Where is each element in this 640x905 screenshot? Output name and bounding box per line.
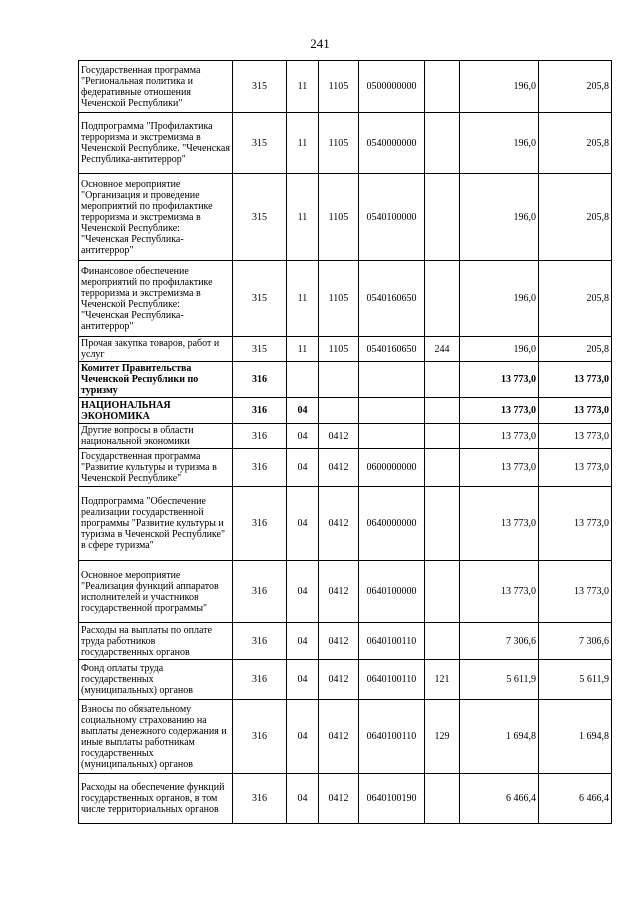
row-sum-1: 196,0 [460, 337, 539, 362]
row-target-article [359, 424, 425, 449]
row-sum-1: 13 773,0 [460, 362, 539, 398]
row-ministry-code: 316 [233, 449, 287, 487]
row-target-article: 0540160650 [359, 337, 425, 362]
row-expense-type: 121 [425, 660, 460, 700]
row-sum-1: 13 773,0 [460, 487, 539, 561]
row-subsection-code: 1105 [319, 337, 359, 362]
row-expense-type [425, 424, 460, 449]
row-subsection-code: 0412 [319, 487, 359, 561]
row-section-code: 11 [287, 174, 319, 261]
row-name: Основное мероприятие "Организация и проведение мероприятий по профилактике терроризма и экстремизма в Чеченской Республике: "Чеченская Республика-антитеррор" [79, 174, 233, 261]
row-name: Взносы по обязательному социальному страхованию на выплаты денежного содержания и иные выплаты работникам государственных (муниципальных) органов [79, 700, 233, 774]
row-expense-type [425, 398, 460, 424]
row-target-article: 0540100000 [359, 174, 425, 261]
row-name: Расходы на обеспечение функций государственных органов, в том числе территориальных органов [79, 774, 233, 824]
row-section-code: 04 [287, 660, 319, 700]
row-sum-2: 13 773,0 [539, 398, 612, 424]
row-ministry-code: 316 [233, 362, 287, 398]
table-row [79, 61, 612, 113]
row-ministry-code: 316 [233, 774, 287, 824]
row-section-code: 04 [287, 487, 319, 561]
row-sum-2: 205,8 [539, 337, 612, 362]
row-ministry-code: 316 [233, 398, 287, 424]
row-section-code: 11 [287, 261, 319, 337]
row-ministry-code: 315 [233, 61, 287, 113]
row-target-article [359, 362, 425, 398]
row-subsection-code: 0412 [319, 561, 359, 623]
row-sum-2: 205,8 [539, 174, 612, 261]
row-subsection-code: 0412 [319, 424, 359, 449]
row-expense-type [425, 449, 460, 487]
row-section-code: 04 [287, 449, 319, 487]
row-ministry-code: 315 [233, 174, 287, 261]
row-section-code: 04 [287, 623, 319, 660]
row-subsection-code: 0412 [319, 700, 359, 774]
table-row [79, 449, 612, 487]
row-section-code: 04 [287, 424, 319, 449]
row-ministry-code: 315 [233, 113, 287, 174]
row-subsection-code: 1105 [319, 261, 359, 337]
row-section-code: 11 [287, 113, 319, 174]
row-ministry-code: 315 [233, 337, 287, 362]
row-name: Финансовое обеспечение мероприятий по профилактике терроризма и экстремизма в Чеченской Республике: "Чеченская Республика-антитеррор" [79, 261, 233, 337]
row-section-code: 04 [287, 561, 319, 623]
row-section-code [287, 362, 319, 398]
row-expense-type: 129 [425, 700, 460, 774]
row-name: Расходы на выплаты по оплате труда работников государственных органов [79, 623, 233, 660]
row-ministry-code: 316 [233, 561, 287, 623]
row-target-article: 0640100190 [359, 774, 425, 824]
table-row [79, 700, 612, 774]
table-row [79, 561, 612, 623]
row-section-code: 04 [287, 398, 319, 424]
budget-table [78, 60, 612, 824]
row-ministry-code: 315 [233, 261, 287, 337]
row-expense-type [425, 113, 460, 174]
row-sum-2: 205,8 [539, 61, 612, 113]
table-row [79, 398, 612, 424]
row-sum-2: 5 611,9 [539, 660, 612, 700]
row-target-article: 0640100110 [359, 660, 425, 700]
row-expense-type [425, 61, 460, 113]
row-sum-2: 1 694,8 [539, 700, 612, 774]
row-subsection-code: 0412 [319, 660, 359, 700]
row-name: Подпрограмма "Обеспечение реализации государственной программы "Развитие культуры и туризма в Чеченской Республике" в сфере туризма" [79, 487, 233, 561]
row-sum-1: 13 773,0 [460, 449, 539, 487]
table-row [79, 487, 612, 561]
table-row [79, 660, 612, 700]
row-sum-1: 7 306,6 [460, 623, 539, 660]
table-row [79, 424, 612, 449]
row-sum-1: 6 466,4 [460, 774, 539, 824]
table-row [79, 113, 612, 174]
row-target-article: 0640100110 [359, 700, 425, 774]
row-subsection-code: 1105 [319, 61, 359, 113]
row-sum-2: 205,8 [539, 261, 612, 337]
row-target-article: 0600000000 [359, 449, 425, 487]
row-target-article: 0640100000 [359, 561, 425, 623]
row-sum-1: 196,0 [460, 174, 539, 261]
row-sum-1: 196,0 [460, 113, 539, 174]
row-sum-2: 13 773,0 [539, 424, 612, 449]
row-subsection-code: 0412 [319, 449, 359, 487]
row-subsection-code: 1105 [319, 174, 359, 261]
row-expense-type [425, 561, 460, 623]
row-sum-1: 5 611,9 [460, 660, 539, 700]
row-ministry-code: 316 [233, 660, 287, 700]
row-sum-1: 13 773,0 [460, 561, 539, 623]
row-name: Подпрограмма "Профилактика терроризма и экстремизма в Чеченской Республике. "Чеченская Республика-антитеррор" [79, 113, 233, 174]
row-sum-1: 13 773,0 [460, 424, 539, 449]
row-subsection-code: 0412 [319, 774, 359, 824]
row-expense-type [425, 623, 460, 660]
row-sum-1: 196,0 [460, 61, 539, 113]
row-name: Основное мероприятие "Реализация функций аппаратов исполнителей и участников государственной программы" [79, 561, 233, 623]
row-target-article: 0540000000 [359, 113, 425, 174]
row-subsection-code: 1105 [319, 113, 359, 174]
row-name: Государственная программа "Развитие культуры и туризма в Чеченской Республике" [79, 449, 233, 487]
row-expense-type: 244 [425, 337, 460, 362]
page-number: 241 [310, 36, 330, 51]
row-name: Фонд оплаты труда государственных (муниципальных) органов [79, 660, 233, 700]
row-section-code: 04 [287, 700, 319, 774]
row-ministry-code: 316 [233, 424, 287, 449]
row-target-article: 0640000000 [359, 487, 425, 561]
row-name: Прочая закупка товаров, работ и услуг [79, 337, 233, 362]
row-expense-type [425, 487, 460, 561]
row-ministry-code: 316 [233, 700, 287, 774]
table-row [79, 174, 612, 261]
row-sum-2: 13 773,0 [539, 362, 612, 398]
row-sum-2: 13 773,0 [539, 561, 612, 623]
row-ministry-code: 316 [233, 487, 287, 561]
row-name: Другие вопросы в области национальной экономики [79, 424, 233, 449]
table-row [79, 774, 612, 824]
row-name: Комитет Правительства Чеченской Республики по туризму [79, 362, 233, 398]
row-section-code: 04 [287, 774, 319, 824]
row-target-article [359, 398, 425, 424]
table-row [79, 623, 612, 660]
row-target-article: 0540160650 [359, 261, 425, 337]
row-subsection-code [319, 398, 359, 424]
row-sum-2: 7 306,6 [539, 623, 612, 660]
row-expense-type [425, 261, 460, 337]
row-name: НАЦИОНАЛЬНАЯ ЭКОНОМИКА [79, 398, 233, 424]
row-sum-1: 1 694,8 [460, 700, 539, 774]
row-sum-2: 13 773,0 [539, 487, 612, 561]
row-expense-type [425, 774, 460, 824]
row-section-code: 11 [287, 337, 319, 362]
row-subsection-code: 0412 [319, 623, 359, 660]
row-expense-type [425, 174, 460, 261]
row-sum-2: 6 466,4 [539, 774, 612, 824]
row-subsection-code [319, 362, 359, 398]
row-sum-1: 13 773,0 [460, 398, 539, 424]
row-target-article: 0640100110 [359, 623, 425, 660]
table-row [79, 261, 612, 337]
row-ministry-code: 316 [233, 623, 287, 660]
row-expense-type [425, 362, 460, 398]
row-target-article: 0500000000 [359, 61, 425, 113]
row-name: Государственная программа "Региональная политика и федеративные отношения Чеченской Республики" [79, 61, 233, 113]
row-sum-1: 196,0 [460, 261, 539, 337]
row-sum-2: 13 773,0 [539, 449, 612, 487]
table-row [79, 362, 612, 398]
row-sum-2: 205,8 [539, 113, 612, 174]
table-row [79, 337, 612, 362]
row-section-code: 11 [287, 61, 319, 113]
